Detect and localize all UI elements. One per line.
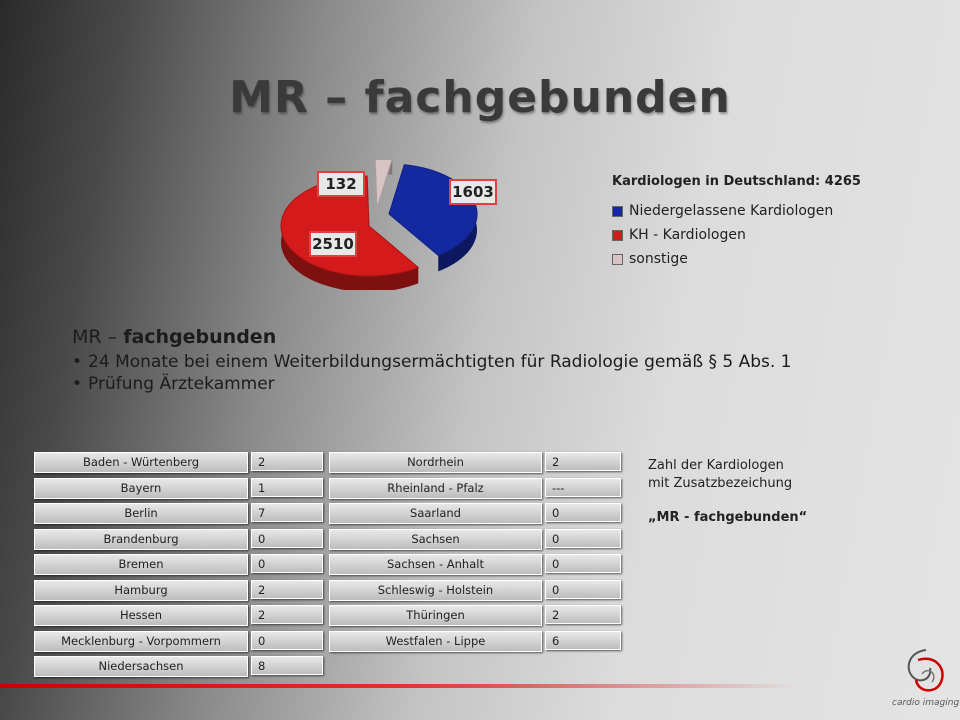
table-cell-state: Brandenburg bbox=[34, 529, 248, 550]
table-cell-state: Rheinland - Pfalz bbox=[329, 478, 542, 499]
legend-label: Niedergelassene Kardiologen bbox=[629, 203, 834, 219]
table-cell-count: 0 bbox=[251, 554, 323, 573]
table-cell-count: 2 bbox=[545, 605, 621, 624]
logo-text: cardio imaging bbox=[892, 698, 960, 708]
legend-item bbox=[612, 247, 861, 271]
table-cell-count: --- bbox=[545, 478, 621, 497]
bullet-text: Prüfung Ärztekammer bbox=[88, 374, 275, 394]
bullet-list bbox=[72, 352, 791, 394]
table-cell-count: 0 bbox=[545, 554, 621, 573]
pie-chart-svg bbox=[270, 160, 510, 290]
table-cell-state: Bayern bbox=[34, 478, 248, 499]
table-cell-count: 2 bbox=[251, 580, 323, 599]
side-note-line2: mit Zusatzbezeichung bbox=[648, 476, 793, 491]
table-cell-state: Baden - Würtenberg bbox=[34, 452, 248, 473]
table-cell-count: 2 bbox=[545, 452, 621, 471]
heading-bold: fachgebunden bbox=[123, 326, 277, 348]
table-cell-count: 6 bbox=[545, 631, 621, 650]
table-cell-state: Berlin bbox=[34, 503, 248, 524]
table-cell-state: Hessen bbox=[34, 605, 248, 626]
table-cell-count: 0 bbox=[545, 580, 621, 599]
svg-text:2510: 2510 bbox=[312, 235, 354, 253]
side-note-line1: Zahl der Kardiologen bbox=[648, 458, 784, 473]
content-heading bbox=[72, 326, 791, 348]
pie-data-label bbox=[318, 172, 364, 196]
bullet-icon: • bbox=[72, 352, 83, 372]
table-cell-state: Hamburg bbox=[34, 580, 248, 601]
pie-data-label bbox=[450, 180, 496, 204]
table-cell-count: 0 bbox=[251, 631, 323, 650]
table-cell-count: 8 bbox=[251, 656, 323, 675]
chart-legend bbox=[612, 174, 861, 271]
table-cell-state: Sachsen - Anhalt bbox=[329, 554, 542, 575]
footer-red-line bbox=[0, 684, 800, 688]
table-cell-count: 0 bbox=[251, 529, 323, 548]
slide-title: MR – fachgebunden bbox=[229, 72, 731, 123]
legend-item bbox=[612, 199, 861, 223]
table-cell-state: Niedersachsen bbox=[34, 656, 248, 677]
table-cell-state: Mecklenburg - Vorpommern bbox=[34, 631, 248, 652]
table-cell-state: Saarland bbox=[329, 503, 542, 524]
table-cell-count: 0 bbox=[545, 503, 621, 522]
table-cell-state: Schleswig - Holstein bbox=[329, 580, 542, 601]
table-cell-count: 1 bbox=[251, 478, 323, 497]
legend-item bbox=[612, 223, 861, 247]
table-cell-count: 0 bbox=[545, 529, 621, 548]
table-cell-state: Bremen bbox=[34, 554, 248, 575]
table-cell-state: Nordrhein bbox=[329, 452, 542, 473]
legend-swatch bbox=[612, 230, 623, 241]
pie-chart bbox=[270, 160, 510, 290]
bullet-item bbox=[72, 374, 791, 394]
legend-label: sonstige bbox=[629, 251, 688, 267]
pie-slice bbox=[375, 160, 392, 208]
side-note bbox=[648, 457, 807, 527]
svg-text:1603: 1603 bbox=[452, 183, 494, 201]
side-note-quote: „MR - fachgebunden“ bbox=[648, 510, 808, 525]
legend-swatch bbox=[612, 254, 623, 265]
content-block bbox=[72, 326, 791, 396]
table-cell-count: 7 bbox=[251, 503, 323, 522]
table-cell-count: 2 bbox=[251, 452, 323, 471]
table-cell-state: Sachsen bbox=[329, 529, 542, 550]
bullet-text: 24 Monate bei einem Weiterbildungsermächtigten für Radiologie gemäß § 5 Abs. 1 bbox=[88, 352, 792, 372]
heading-prefix: MR – bbox=[72, 326, 124, 348]
pie-data-label bbox=[310, 232, 356, 256]
legend-swatch bbox=[612, 206, 623, 217]
table-cell-state: Westfalen - Lippe bbox=[329, 631, 542, 652]
bullet-icon: • bbox=[72, 374, 83, 394]
svg-text:132: 132 bbox=[325, 175, 357, 193]
bullet-item bbox=[72, 352, 791, 372]
chart-title: Kardiologen in Deutschland: 4265 bbox=[612, 174, 861, 189]
table-cell-state: Thüringen bbox=[329, 605, 542, 626]
legend-label: KH - Kardiologen bbox=[629, 227, 746, 243]
table-cell-count: 2 bbox=[251, 605, 323, 624]
